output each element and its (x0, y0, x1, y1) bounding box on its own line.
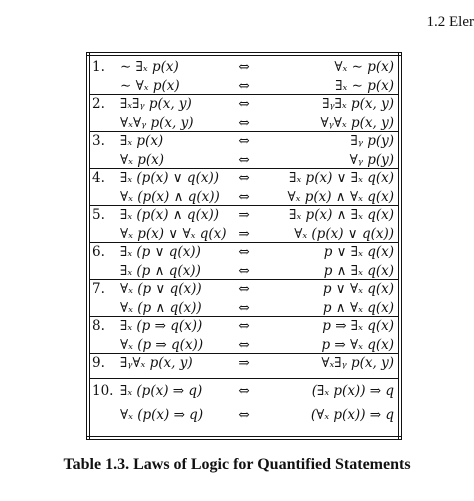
row-left-formula: ∀ₓ (p ⇒ q(x)) (120, 336, 204, 353)
row-connective: ⇔ (238, 281, 250, 297)
row-connective: ⇔ (238, 133, 250, 149)
row-connective: ⇒ (238, 355, 250, 371)
row-connective: ⇒ (238, 225, 250, 242)
row-connective: ⇔ (238, 336, 250, 353)
row-right-formula: ∃ₓ ∼ p(x) (335, 77, 394, 94)
row-right-formula: ∃ᵧ∃ₓ p(x, y) (322, 96, 394, 112)
row-number: 4. (92, 170, 105, 186)
row-connective: ⇔ (238, 244, 250, 260)
row-right-formula: p ∧ ∃ₓ q(x) (323, 262, 394, 279)
row-left-formula: ∼ ∀ₓ p(x) (120, 77, 180, 94)
table-bottom-rule-inner (86, 436, 402, 437)
row-left-formula: ∃ᵧ∀ₓ p(x, y) (120, 355, 193, 371)
row-left-formula: ∀ₓ (p ∨ q(x)) (120, 281, 202, 297)
row-left-formula: ∃ₓ (p(x) ∧ q(x)) (120, 207, 219, 223)
row-connective: ⇔ (238, 262, 250, 279)
row-right-formula: (∀ₓ p(x)) ⇒ q (310, 407, 394, 423)
row-left-formula: ∃ₓ (p(x) ⇒ q) (120, 382, 203, 399)
row-right-formula: ∀ₓ p(x) ∧ ∀ₓ q(x) (287, 188, 394, 205)
row-right-formula: p ⇒ ∃ₓ q(x) (322, 318, 394, 334)
row-left-formula: ∃ₓ∃ᵧ p(x, y) (120, 96, 192, 112)
row-left-formula: ∃ₓ (p ∧ q(x)) (120, 262, 201, 279)
row-right-formula: ∃ᵧ p(y) (350, 133, 394, 149)
row-left-formula: ∃ₓ (p(x) ∨ q(x)) (120, 170, 219, 186)
row-number: 6. (92, 244, 105, 260)
row-right-formula: (∃ₓ p(x)) ⇒ q (311, 382, 394, 399)
row-right-formula: ∃ₓ p(x) ∨ ∃ₓ q(x) (289, 170, 394, 186)
row-number: 9. (92, 355, 105, 371)
row-connective: ⇔ (238, 96, 250, 112)
row-left-formula: ∃ₓ p(x) (120, 133, 164, 149)
row-right-formula: ∀ᵧ p(y) (349, 151, 394, 168)
row-left-formula: ∀ₓ∀ᵧ p(x, y) (120, 114, 194, 131)
row-right-formula: p ⇒ ∀ₓ q(x) (321, 336, 394, 353)
row-number: 1. (92, 59, 105, 75)
row-right-formula: p ∨ ∃ₓ q(x) (323, 244, 394, 260)
row-left-formula: ∀ₓ p(x) (120, 151, 165, 168)
row-connective: ⇒ (238, 207, 250, 223)
row-right-formula: p ∧ ∀ₓ q(x) (322, 299, 394, 316)
row-left-formula: ∀ₓ (p ∧ q(x)) (120, 299, 202, 316)
row-number: 2. (92, 96, 105, 112)
row-connective: ⇔ (238, 114, 250, 131)
row-left-formula: ∃ₓ (p ∨ q(x)) (120, 244, 201, 260)
row-number: 10. (92, 382, 114, 399)
row-right-formula: ∃ₓ p(x) ∧ ∃ₓ q(x) (289, 207, 394, 223)
row-connective: ⇔ (238, 77, 250, 94)
row-right-formula: p ∨ ∀ₓ q(x) (322, 281, 394, 297)
row-left-formula: ∃ₓ (p ⇒ q(x)) (120, 318, 203, 334)
row-number: 8. (92, 318, 105, 334)
row-right-formula: ∀ᵧ∀ₓ p(x, y) (320, 114, 394, 131)
table-bottom-rule (86, 439, 402, 440)
row-right-formula: ∀ₓ ∼ p(x) (334, 59, 394, 75)
running-header: 1.2 Eler (426, 14, 474, 30)
row-number: 7. (92, 281, 105, 297)
row-left-formula: ∼ ∃ₓ p(x) (120, 59, 179, 75)
table-caption: Table 1.3. Laws of Logic for Quantified Statements (63, 456, 411, 473)
row-number: 3. (92, 133, 105, 149)
row-right-formula: ∀ₓ∃ᵧ p(x, y) (321, 355, 394, 371)
logic-laws-table (86, 52, 402, 440)
row-connective: ⇔ (238, 170, 250, 186)
row-connective: ⇔ (238, 318, 250, 334)
row-right-formula: ∀ₓ (p(x) ∨ q(x)) (294, 225, 394, 242)
row-left-formula: ∀ₓ (p(x) ∧ q(x)) (120, 188, 220, 205)
table-top-rule (86, 52, 402, 53)
row-left-formula: ∀ₓ (p(x) ⇒ q) (120, 407, 204, 423)
row-connective: ⇔ (238, 151, 250, 168)
row-number: 5. (92, 207, 105, 223)
table-top-rule-inner (86, 55, 402, 56)
row-connective: ⇔ (238, 407, 250, 423)
row-connective: ⇔ (238, 59, 250, 75)
row-connective: ⇔ (238, 382, 250, 399)
row-connective: ⇔ (238, 299, 250, 316)
row-left-formula: ∀ₓ p(x) ∨ ∀ₓ q(x) (120, 225, 227, 242)
row-connective: ⇔ (238, 188, 250, 205)
